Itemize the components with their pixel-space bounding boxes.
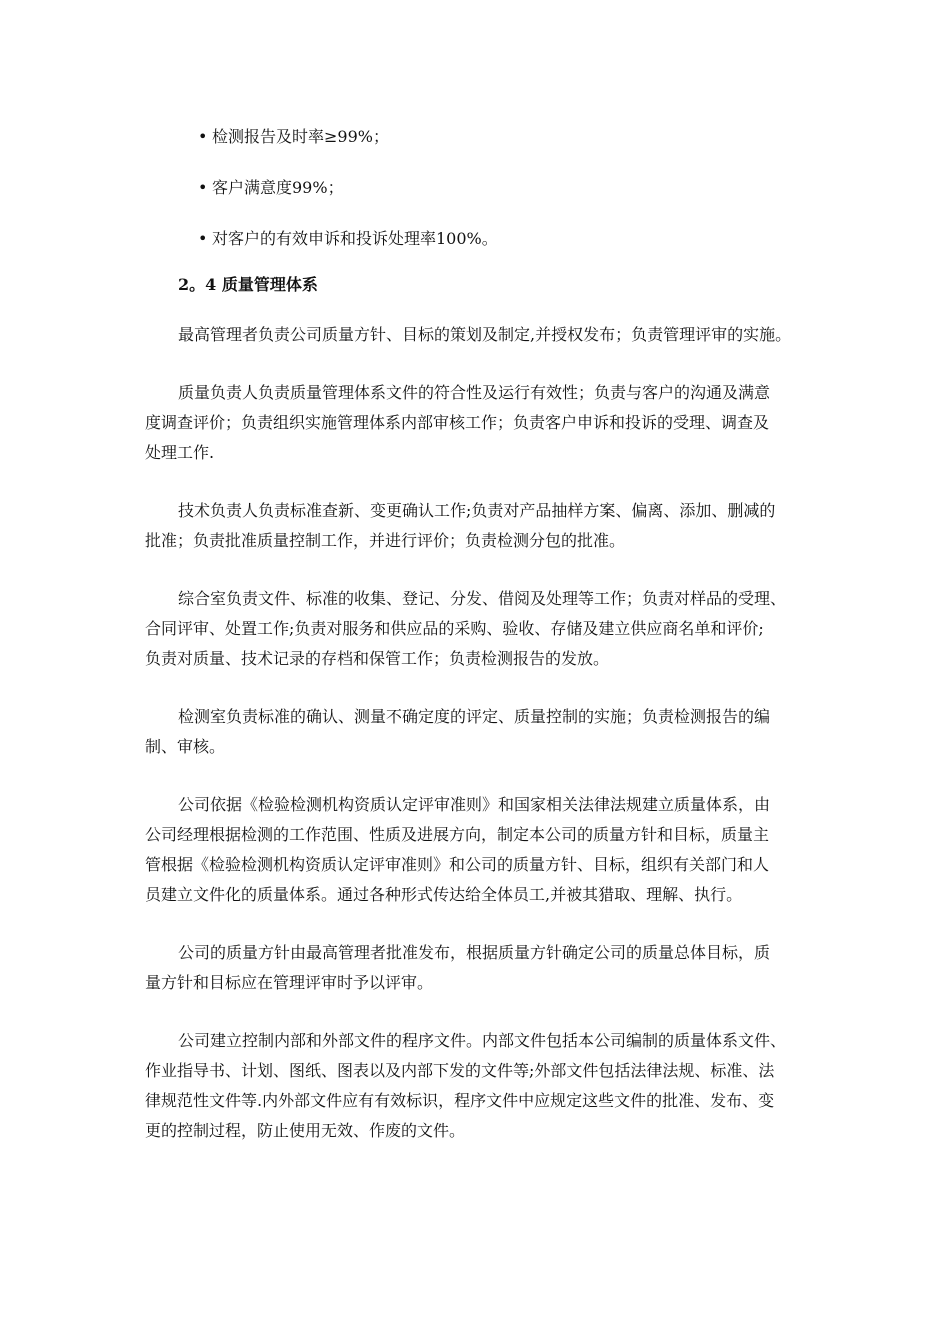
paragraph-line: 负责对质量、技术记录的存档和保管工作；负责检测报告的发放。 (145, 649, 610, 668)
list-item-text: 对客户的有效申诉和投诉处理率100%。 (212, 229, 498, 248)
bullet-list (198, 124, 498, 277)
paragraph (145, 320, 815, 350)
paragraph-line: 批准；负责批准质量控制工作，并进行评价；负责检测分包的批准。 (145, 531, 626, 550)
bullet-icon: • (198, 229, 208, 248)
paragraph-line: 作业指导书、计划、图纸、图表以及内部下发的文件等;外部文件包括法律法规、标准、法 (145, 1061, 775, 1080)
paragraph-line: 合同评审、处置工作;负责对服务和供应品的采购、验收、存储及建立供应商名单和评价; (145, 619, 764, 638)
paragraph-line: 员建立文件化的质量体系。通过各种形式传达给全体员工,并被其猎取、理解、执行。 (145, 885, 743, 904)
paragraph (145, 584, 815, 674)
paragraph-line: 处理工作. (145, 443, 215, 462)
paragraph-line: 度调查评价；负责组织实施管理体系内部审核工作；负责客户申诉和投诉的受理、调查及 (145, 413, 770, 432)
paragraph (145, 938, 815, 998)
paragraph-line: 公司建立控制内部和外部文件的程序文件。内部文件包括本公司编制的质量体系文件、 (178, 1031, 787, 1050)
paragraph-line: 公司依据《检验检测机构资质认定评审准则》和国家相关法律法规建立质量体系，由 (178, 795, 771, 814)
paragraph-line: 技术负责人负责标准查新、变更确认工作;负责对产品抽样方案、偏离、添加、删减的 (178, 501, 776, 520)
list-item (198, 124, 498, 150)
list-item (198, 226, 498, 252)
paragraph-line: 更的控制过程，防止使用无效、作废的文件。 (145, 1121, 466, 1140)
list-item-text: 检测报告及时率≥99%； (212, 127, 389, 146)
paragraph (145, 378, 815, 468)
bullet-icon: • (198, 178, 208, 197)
bullet-icon: • (198, 127, 208, 146)
paragraph-line: 律规范性文件等.内外部文件应有有效标识，程序文件中应规定这些文件的批准、发布、变 (145, 1091, 775, 1110)
section-heading: 2。4 质量管理体系 (178, 275, 318, 294)
paragraph-line: 量方针和目标应在管理评审时予以评审。 (145, 973, 434, 992)
paragraph-line: 制、审核。 (145, 737, 226, 756)
body-text (145, 320, 815, 1174)
paragraph-line: 管根据《检验检测机构资质认定评审准则》和公司的质量方针、目标，组织有关部门和人 (145, 855, 770, 874)
paragraph (145, 790, 815, 910)
paragraph-line: 最高管理者负责公司质量方针、目标的策划及制定,并授权发布；负责管理评审的实施。 (178, 325, 792, 344)
paragraph (145, 702, 815, 762)
list-item (198, 175, 498, 201)
paragraph-line: 综合室负责文件、标准的收集、登记、分发、借阅及处理等工作；负责对样品的受理、 (178, 589, 787, 608)
paragraph-line: 公司经理根据检测的工作范围、性质及进展方向，制定本公司的质量方针和目标，质量主 (145, 825, 770, 844)
paragraph-line: 质量负责人负责质量管理体系文件的符合性及运行有效性；负责与客户的沟通及满意 (178, 383, 771, 402)
paragraph-line: 检测室负责标准的确认、测量不确定度的评定、质量控制的实施；负责检测报告的编 (178, 707, 771, 726)
paragraph (145, 1026, 815, 1146)
paragraph (145, 496, 815, 556)
list-item-text: 客户满意度99%； (212, 178, 344, 197)
paragraph-line: 公司的质量方针由最高管理者批准发布，根据质量方针确定公司的质量总体目标，质 (178, 943, 771, 962)
